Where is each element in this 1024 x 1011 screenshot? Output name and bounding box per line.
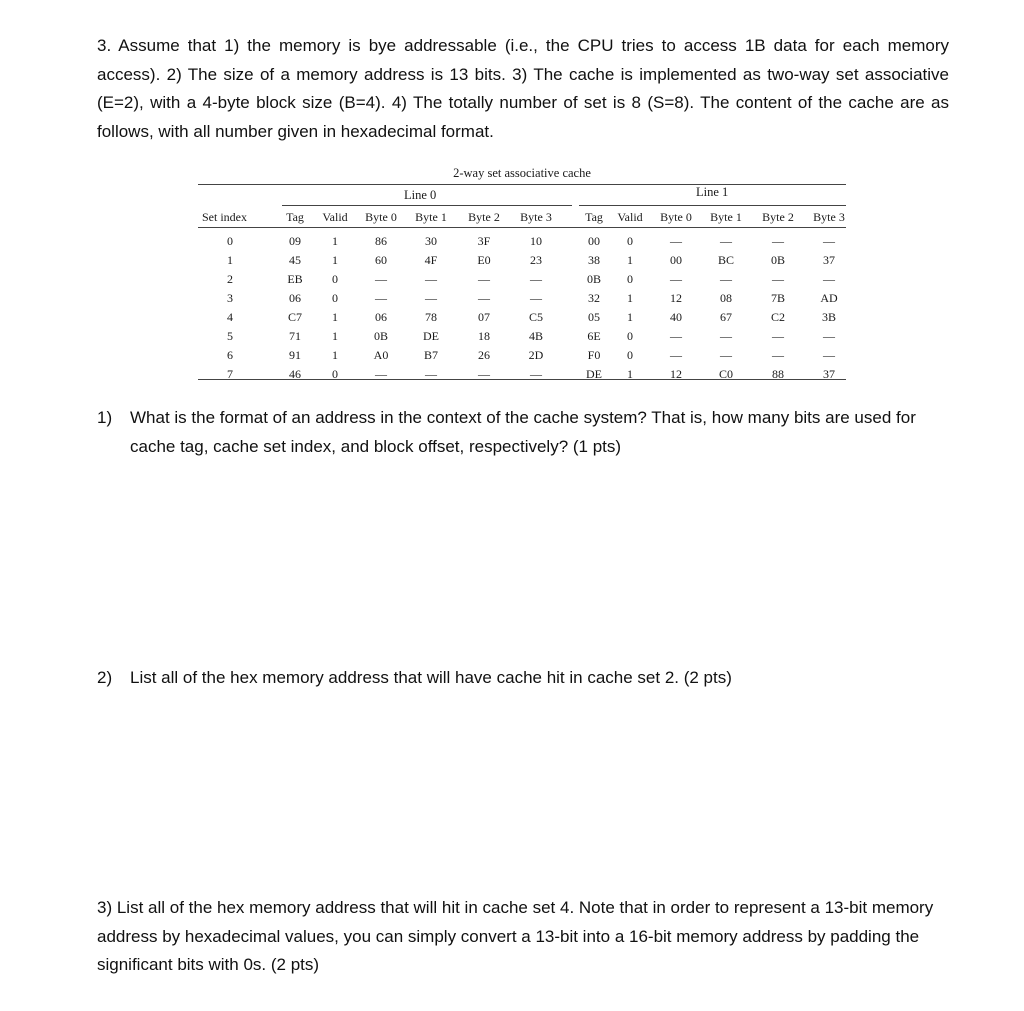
column-header: Byte 3 [813,210,845,224]
table-cell: C7 [287,310,303,324]
table-cell: — [823,234,835,248]
table-cell: 12 [670,291,682,305]
table-cell: BC [717,253,735,267]
table-cell: EB [287,272,303,286]
question-3: 3) List all of the hex memory address that will hit in cache set 4. Note that in order to represent a 13-bit memory address by hexadecimal values, you can simply convert a 13-bit into a 16-bit memory address by padding the significant bits with 0s. (2 pts) [97,898,934,974]
line1-label: Line 1 [696,185,729,199]
table-cell: — [478,291,490,305]
table-cell: 1 [227,253,233,267]
column-header: Byte 1 [710,210,742,224]
table-cell: 40 [670,310,682,324]
table-cell: — [425,367,437,381]
table-cell: 60 [375,253,387,267]
table-cell: 7B [770,291,786,305]
column-header: Byte 3 [520,210,552,224]
table-cell: 0 [627,348,633,362]
table-cell: 0B [770,253,786,267]
table-cell: 18 [478,329,490,343]
table-cell: 05 [588,310,600,324]
line0-rule [282,205,572,206]
table-cell: 0 [332,367,338,381]
table-cell: 0 [627,272,633,286]
table-cell: — [375,291,387,305]
table-cell: DE [423,329,439,343]
column-header: Byte 0 [365,210,397,224]
table-cell: C0 [718,367,734,381]
top-rule [198,184,846,185]
table-cell: 1 [332,253,338,267]
table-cell: 46 [289,367,301,381]
table-cell: 4B [528,329,544,343]
bottom-rule [198,379,846,380]
table-cell: 88 [772,367,784,381]
table-cell: 0 [627,234,633,248]
table-cell: 1 [332,348,338,362]
table-cell: — [478,367,490,381]
table-cell: 0B [586,272,602,286]
table-cell: 09 [289,234,301,248]
table-cell: — [720,329,732,343]
table-cell: 3F [477,234,491,248]
table-cell: — [478,272,490,286]
table-cell: — [823,272,835,286]
table-cell: 0 [332,291,338,305]
table-cell: 78 [425,310,437,324]
table-cell: — [772,329,784,343]
table-cell: 91 [289,348,301,362]
table-cell: 06 [289,291,301,305]
table-cell: 0 [227,234,233,248]
table-cell: — [720,348,732,362]
table-cell: — [823,329,835,343]
table-cell: C5 [528,310,544,324]
table-cell: E0 [477,253,491,267]
table-cell: — [670,329,682,343]
column-header: Tag [286,210,304,224]
column-header: Tag [585,210,603,224]
table-cell: 2D [528,348,544,362]
table-cell: — [530,272,542,286]
cache-table-title: 2-way set associative cache [453,166,591,180]
cache-table-figure [198,162,846,380]
column-header: Set index [202,210,247,224]
table-cell: — [375,367,387,381]
table-cell: — [772,272,784,286]
table-cell: 1 [627,367,633,381]
table-cell: 10 [530,234,542,248]
table-cell: — [772,234,784,248]
header-rule [198,227,846,228]
table-cell: 7 [227,367,233,381]
table-cell: 45 [289,253,301,267]
table-cell: 00 [670,253,682,267]
table-cell: 1 [332,310,338,324]
problem-statement: 3. Assume that 1) the memory is bye addressable (i.e., the CPU tries to access 1B data for each memory access). 2) The size of a memory address is 13 bits. 3) The cache is implemented as two-way set associative (E=2), with a 4-byte block size (B=4). 4) The totally number of set is 8 (S=8). The content of the cache are as follows, with all number given in hexadecimal format. [97,36,949,141]
table-cell: 0 [332,272,338,286]
line1-rule [579,205,846,206]
column-header: Valid [322,210,348,224]
column-header: Byte 0 [660,210,692,224]
table-cell: 07 [478,310,490,324]
table-cell: 37 [823,367,835,381]
table-cell: 30 [425,234,437,248]
table-cell: — [425,272,437,286]
table-cell: C2 [770,310,786,324]
table-cell: 1 [332,234,338,248]
table-cell: 1 [627,253,633,267]
table-cell: — [670,272,682,286]
question-2-number: 2) [97,668,113,687]
table-cell: — [720,234,732,248]
table-cell: 6E [587,329,601,343]
column-header: Byte 2 [762,210,794,224]
table-cell: 6 [227,348,233,362]
question-1-text: What is the format of an address in the context of the cache system? That is, how many bits are used for cache tag, cache set index, and block offset, respectively? (1 pts) [130,408,916,456]
table-cell: 06 [375,310,387,324]
table-cell: — [772,348,784,362]
table-cell: 1 [627,291,633,305]
table-cell: 86 [375,234,387,248]
table-cell: 71 [289,329,301,343]
line0-label: Line 0 [404,188,437,202]
table-cell: — [823,348,835,362]
table-cell: — [425,291,437,305]
table-cell: 3 [227,291,233,305]
table-cell: A0 [373,348,389,362]
table-cell: 26 [478,348,490,362]
table-cell: — [375,272,387,286]
column-header: Byte 1 [415,210,447,224]
table-cell: 5 [227,329,233,343]
column-header: Byte 2 [468,210,500,224]
table-cell: F0 [587,348,601,362]
table-cell: — [720,272,732,286]
table-cell: 37 [823,253,835,267]
table-cell: B7 [423,348,439,362]
table-cell: 12 [670,367,682,381]
table-cell: — [670,234,682,248]
table-cell: 2 [227,272,233,286]
table-cell: 08 [720,291,732,305]
table-cell: — [530,291,542,305]
table-cell: 0 [627,329,633,343]
column-header: Valid [617,210,643,224]
table-cell: — [530,367,542,381]
question-1-number: 1) [97,408,113,427]
table-cell: 4 [227,310,233,324]
table-cell: 3B [821,310,837,324]
table-cell: — [670,348,682,362]
table-cell: AD [820,291,838,305]
table-cell: 4F [424,253,438,267]
table-cell: 38 [588,253,600,267]
table-cell: 1 [627,310,633,324]
table-cell: DE [586,367,602,381]
table-cell: 1 [332,329,338,343]
table-cell: 23 [530,253,542,267]
table-cell: 32 [588,291,600,305]
table-cell: 67 [720,310,732,324]
question-2-text: List all of the hex memory address that will have cache hit in cache set 2. (2 pts) [130,668,732,687]
table-cell: 0B [373,329,389,343]
table-cell: 00 [588,234,600,248]
